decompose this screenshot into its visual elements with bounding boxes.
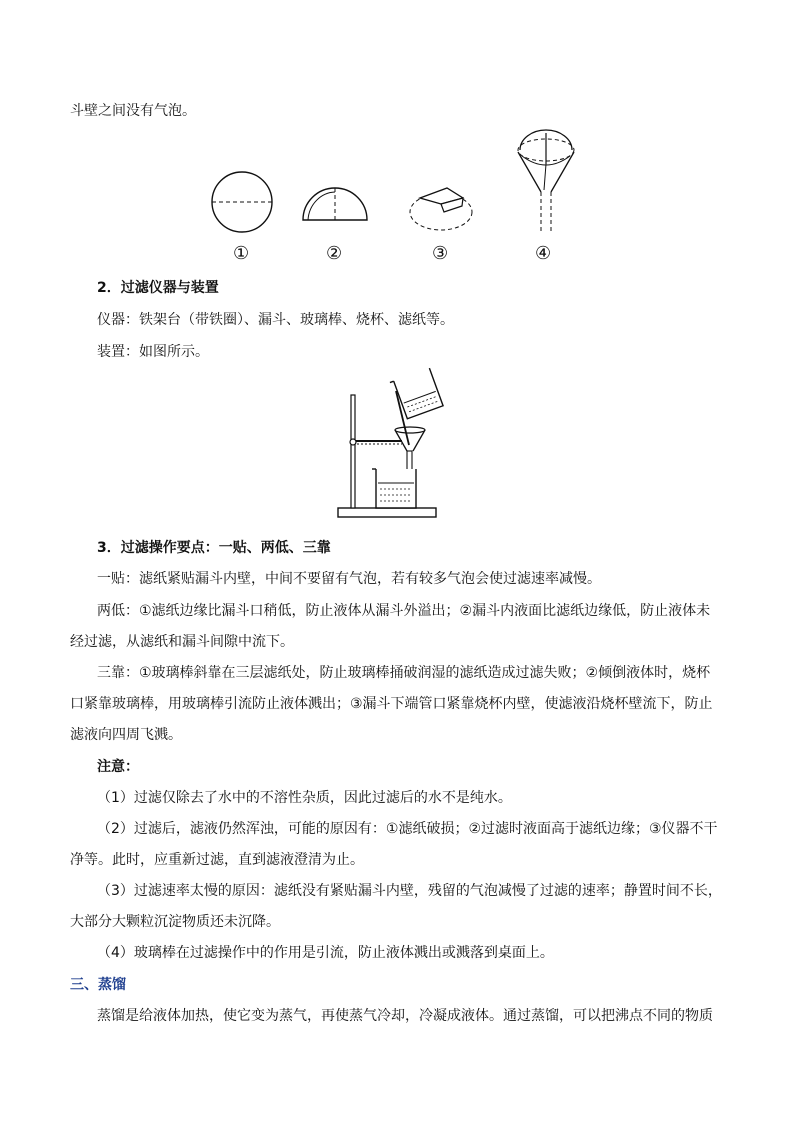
pouring-beaker <box>390 368 443 420</box>
note-2-line-2: 净等。此时，应重新过滤，直到滤液澄清为止。 <box>70 852 364 868</box>
distillation-heading: 三、蒸馏 <box>70 977 126 993</box>
note-2-line-1: （2）过滤后，滤液仍然浑浊，可能的原因有：①滤纸破损；②过滤时液面高于滤纸边缘；③仪器不干 <box>97 821 718 837</box>
filter-paper-folding-diagram <box>0 128 794 298</box>
notes-heading: 注意： <box>97 759 139 775</box>
device-line: 装置：如图所示。 <box>97 344 209 360</box>
iron-stand-rod <box>351 395 355 508</box>
note-3-line-1: （3）过滤速率太慢的原因：滤纸没有紧贴漏斗内壁，残留的气泡减慢了过滤的速率；静置时间不长， <box>97 883 722 899</box>
distillation-text: 蒸馏是给液体加热，使它变为蒸气，再使蒸气冷却，冷凝成液体。通过蒸馏，可以把沸点不同的物质 <box>97 1008 713 1024</box>
fold-step-4-label: ④ <box>535 243 552 264</box>
yitie-line: 一贴：滤纸紧贴漏斗内壁，中间不要留有气泡，若有较多气泡会使过滤速率减慢。 <box>97 571 601 587</box>
intro-line: 斗壁之间没有气泡。 <box>70 103 196 119</box>
fold-step-2-figure <box>303 188 367 220</box>
fold-step-1-figure <box>212 172 272 232</box>
fold-step-3-label: ③ <box>432 243 449 264</box>
iron-stand-base <box>338 508 436 517</box>
fold-step-3-figure <box>410 188 472 230</box>
note-3-line-2: 大部分大颗粒沉淀物质还未沉降。 <box>70 914 280 930</box>
sankao-line-3: 滤液向四周飞溅。 <box>70 727 182 743</box>
filtration-apparatus-diagram <box>330 365 480 525</box>
sankao-line-2: 口紧靠玻璃棒，用玻璃棒引流防止液体溅出；③漏斗下端管口紧靠烧杯内壁，使滤液沿烧杯壁流下，防止 <box>70 696 713 712</box>
fold-step-2-label: ② <box>326 243 343 264</box>
instruments-line: 仪器：铁架台（带铁圈）、漏斗、玻璃棒、烧杯、滤纸等。 <box>97 312 454 328</box>
fold-step-4-figure <box>518 130 574 232</box>
fold-step-1-label: ① <box>233 243 250 264</box>
section3-heading: 3．过滤操作要点：一贴、两低、三靠 <box>97 540 331 556</box>
note-1: （1）过滤仅除去了水中的不溶性杂质，因此过滤后的水不是纯水。 <box>97 790 512 806</box>
section2-heading: 2．过滤仪器与装置 <box>97 280 219 296</box>
note-4: （4）玻璃棒在过滤操作中的作用是引流，防止液体溅出或溅落到桌面上。 <box>97 945 554 961</box>
receiving-beaker <box>372 469 416 508</box>
liangdi-line-1: 两低：①滤纸边缘比漏斗口稍低，防止液体从漏斗外溢出；②漏斗内液面比滤纸边缘低，防止液体未 <box>97 603 711 619</box>
sankao-line-1: 三靠：①玻璃棒斜靠在三层滤纸处，防止玻璃棒捅破润湿的滤纸造成过滤失败；②倾倒液体时，烧杯 <box>97 665 711 681</box>
liangdi-line-2: 经过滤，从滤纸和漏斗间隙中流下。 <box>70 634 294 650</box>
